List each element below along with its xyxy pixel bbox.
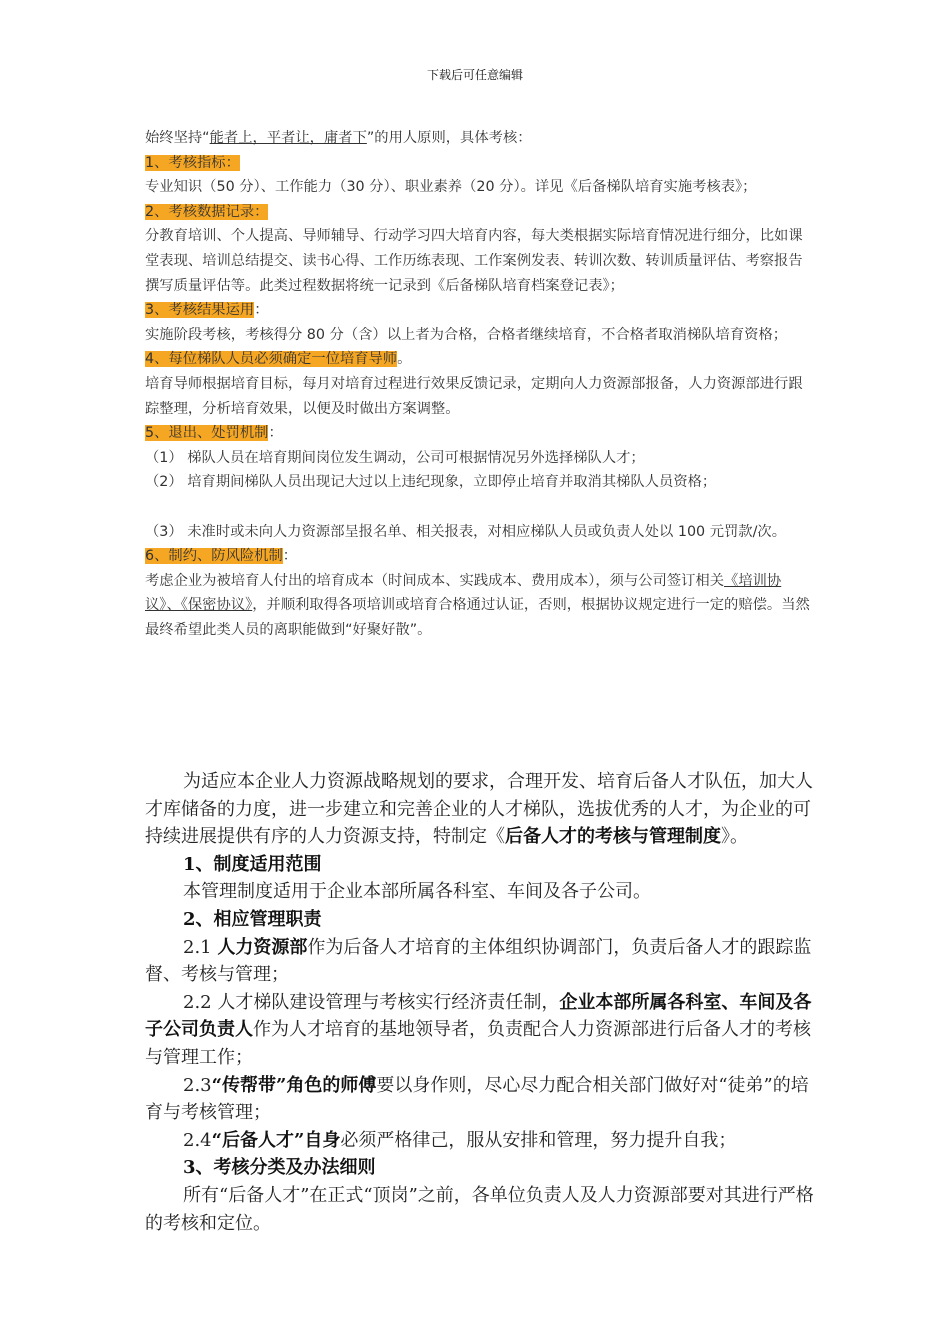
paragraph-2: 分教育培训、个人提高、导师辅导、行动学习四大培育内容，每大类根据实际培育情况进行细分，比如课堂表现、培训总结提交、读书心得、工作历练表现、工作案例发表、转训次数、转训质量评估、考察报告撰写质量评估等。此类过程数据将统一记录到《后备梯队培育档案登记表》； [145,228,803,294]
heading-6-suffix: ： [282,548,298,565]
duty-2-1-bold: 人力资源部 [217,936,308,958]
system-name: 后备人才的考核与管理制度 [505,826,721,848]
heading-4-suffix: 。 [397,351,412,368]
duty-2-3-num: 2.3 [183,1074,212,1096]
duty-2-3-bold: “传帮带”角色的师傅 [211,1074,377,1096]
duties-heading-text: 2、相应管理职责 [183,908,322,930]
heading-2 [145,200,815,225]
penalty-item-2: （2） 培育期间梯队人员出现记大过以上违纪现象，立即停止培育并取消其梯队人员资格； [145,474,717,491]
paragraph-4: 培育导师根据培育目标，每月对培育过程进行效果反馈记录，定期向人力资源部报备，人力资源部进行跟踪整理，分析培育效果，以便及时做出方案调整。 [145,375,803,417]
heading-5-suffix: ： [268,425,283,442]
scope-heading [145,851,817,879]
blank-line [145,495,815,520]
paragraph-6-end: ，并顺利取得各项培训或培育合格通过认证，否则，根据协议规定进行一定的赔偿。当然最终希望此类人员的离职能做到“好聚好散”。 [145,597,810,638]
duty-2-2-bold: 企业本部所属各科室、车间及各子公司负责人 [145,991,812,1041]
penalty-item-3: （3） 未准时或未向人力资源部呈报名单、相关报表，对相应梯队人员或负责人处以 100 元罚款/次。 [145,523,787,540]
duty-2-4-text: 必须严格律己，服从安排和管理，努力提升自我； [340,1129,737,1151]
heading-6-highlight: 6、制约、防风险机制 [145,548,283,565]
heading-1-highlight: 1、考核指标： [145,154,240,171]
heading-3 [145,298,815,323]
management-system-section [145,768,817,1237]
heading-3-highlight: 3、考核结果运用 [145,302,255,319]
scope-heading-text: 1、制度适用范围 [183,853,322,875]
paragraph-6-start: 考虑企业为被培育人付出的培育成本（时间成本、实践成本、费用成本），须与公司签订相关 [145,572,725,589]
agreement-links: 《培训协议》、《保密协议》 [145,572,782,614]
duty-2-2 [145,989,817,1072]
principle-underlined: 能者上，平者让，庸者下 [209,130,367,146]
scope-paragraph: 本管理制度适用于企业本部所属各科室、车间及各子公司。 [183,881,651,903]
intro-suffix: ”的用人原则，具体考核： [366,130,532,146]
duty-2-2-text-a: 2.2 人才梯队建设管理与考核实行经济责任制， [183,991,560,1013]
heading-3-suffix: ： [254,302,269,319]
heading-5 [145,421,815,446]
duty-2-4-num: 2.4 [183,1129,212,1151]
intro-paragraph [145,126,815,151]
duty-2-4 [145,1127,817,1155]
page-header: 下载后可任意编辑 [426,68,523,82]
rules-heading [145,1154,817,1182]
duty-2-1-num: 2.1 [183,936,218,958]
rules-paragraph: 所有“后备人才”在正式“顶岗”之前，各单位负责人及人力资源部要对其进行严格的考核和定位。 [145,1184,814,1234]
duty-2-3-text: 要以身作则，尽心尽力配合相关部门做好对“徒弟”的培育与考核管理； [145,1074,809,1124]
heading-5-highlight: 5、退出、处罚机制 [145,425,269,442]
system-intro-end: 》。 [721,826,748,848]
assessment-section [145,126,815,642]
paragraph-6 [145,569,815,643]
paragraph-3: 实施阶段考核，考核得分 80 分（含）以上者为合格，合格者继续培育，不合格者取消梯队培育资格； [145,326,788,343]
paragraph-1: 专业知识（50 分）、工作能力（30 分）、职业素养（20 分）。详见《后备梯队培育实施考核表》； [145,179,757,196]
penalty-item-1: （1） 梯队人员在培育期间岗位发生调动，公司可根据情况另外选择梯队人才； [145,449,645,466]
system-intro [145,768,817,851]
system-intro-text: 为适应本企业人力资源战略规划的要求，合理开发、培育后备人才队伍，加大人才库储备的力度，进一步建立和完善企业的人才梯队，选拔优秀的人才，为企业的可持续进展提供有序的人力资源支持，特制定《 [145,771,813,848]
duty-2-1 [145,934,817,989]
duty-2-1-text: 作为后备人才培育的主体组织协调部门，负责后备人才的跟踪监督、考核与管理； [145,936,812,986]
heading-4 [145,347,815,372]
duty-2-2-text-b: 作为人才培育的基地领导者，负责配合人力资源部进行后备人才的考核与管理工作； [145,1019,811,1068]
heading-1 [145,151,815,176]
duty-2-3 [145,1072,817,1127]
heading-4-highlight: 4、每位梯队人员必须确定一位培育导师 [145,351,398,368]
rules-heading-text: 3、考核分类及办法细则 [183,1157,376,1179]
intro-prefix: 始终坚持“ [145,130,210,146]
duties-heading [145,906,817,934]
heading-6 [145,544,815,569]
heading-2-highlight: 2、考核数据记录： [145,203,269,220]
duty-2-4-bold: “后备人才”自身 [211,1129,341,1151]
